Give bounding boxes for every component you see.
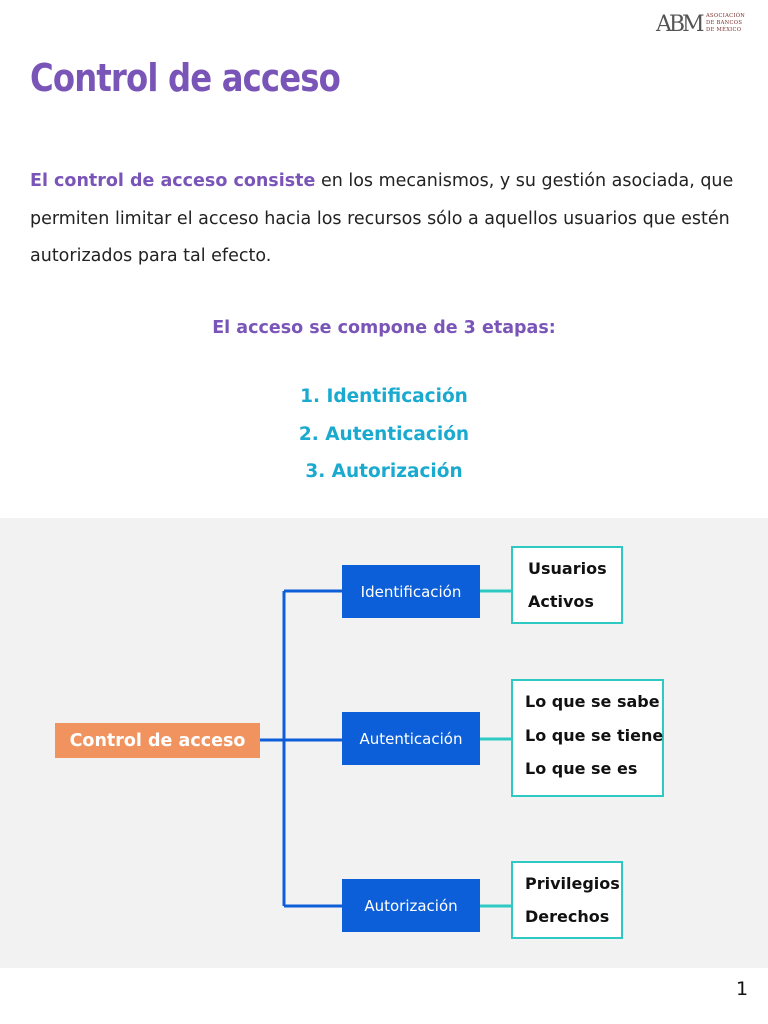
stage-node-autorizacion: Autorización [342, 879, 480, 932]
detail-box-identificacion [511, 546, 623, 624]
intro-highlight: El control de acceso consiste [30, 171, 316, 191]
detail-box-autorizacion [511, 861, 623, 939]
detail-item: Activos [528, 592, 594, 611]
detail-item: Derechos [525, 907, 610, 926]
stages-subtitle: El acceso se compone de 3 etapas: [212, 318, 556, 338]
step-item: 3. Autorización [305, 461, 463, 482]
logo-line: DE MÉXICO [706, 27, 742, 33]
detail-item: Privilegios [525, 874, 620, 893]
logo-line: ASOCIACIÓN [706, 13, 746, 19]
stage-node-autenticacion: Autenticación [342, 712, 480, 765]
intro-text: en los mecanismos, y su gestión asociada, que permiten limitar el acceso hacia los recursos sólo a aquellos usuarios que estén autorizados para tal efecto. [30, 171, 734, 266]
detail-item: Lo que se tiene [525, 725, 664, 745]
detail-item: Usuarios [528, 559, 607, 578]
detail-item: Lo que se es [525, 759, 638, 778]
detail-item: Lo que se sabe [525, 692, 660, 711]
logo-mark: ABM [656, 12, 702, 37]
logo-line: DE BANCOS [706, 20, 743, 26]
page-title: Control de acceso [30, 56, 341, 100]
step-item: 1. Identificación [300, 386, 468, 407]
step-item: 2. Autenticación [298, 423, 470, 445]
detail-box-autenticacion [511, 679, 664, 797]
diagram-root-node: Control de acceso [55, 723, 260, 758]
page-number: 1 [736, 978, 749, 1000]
stage-node-identificacion: Identificación [342, 565, 480, 618]
